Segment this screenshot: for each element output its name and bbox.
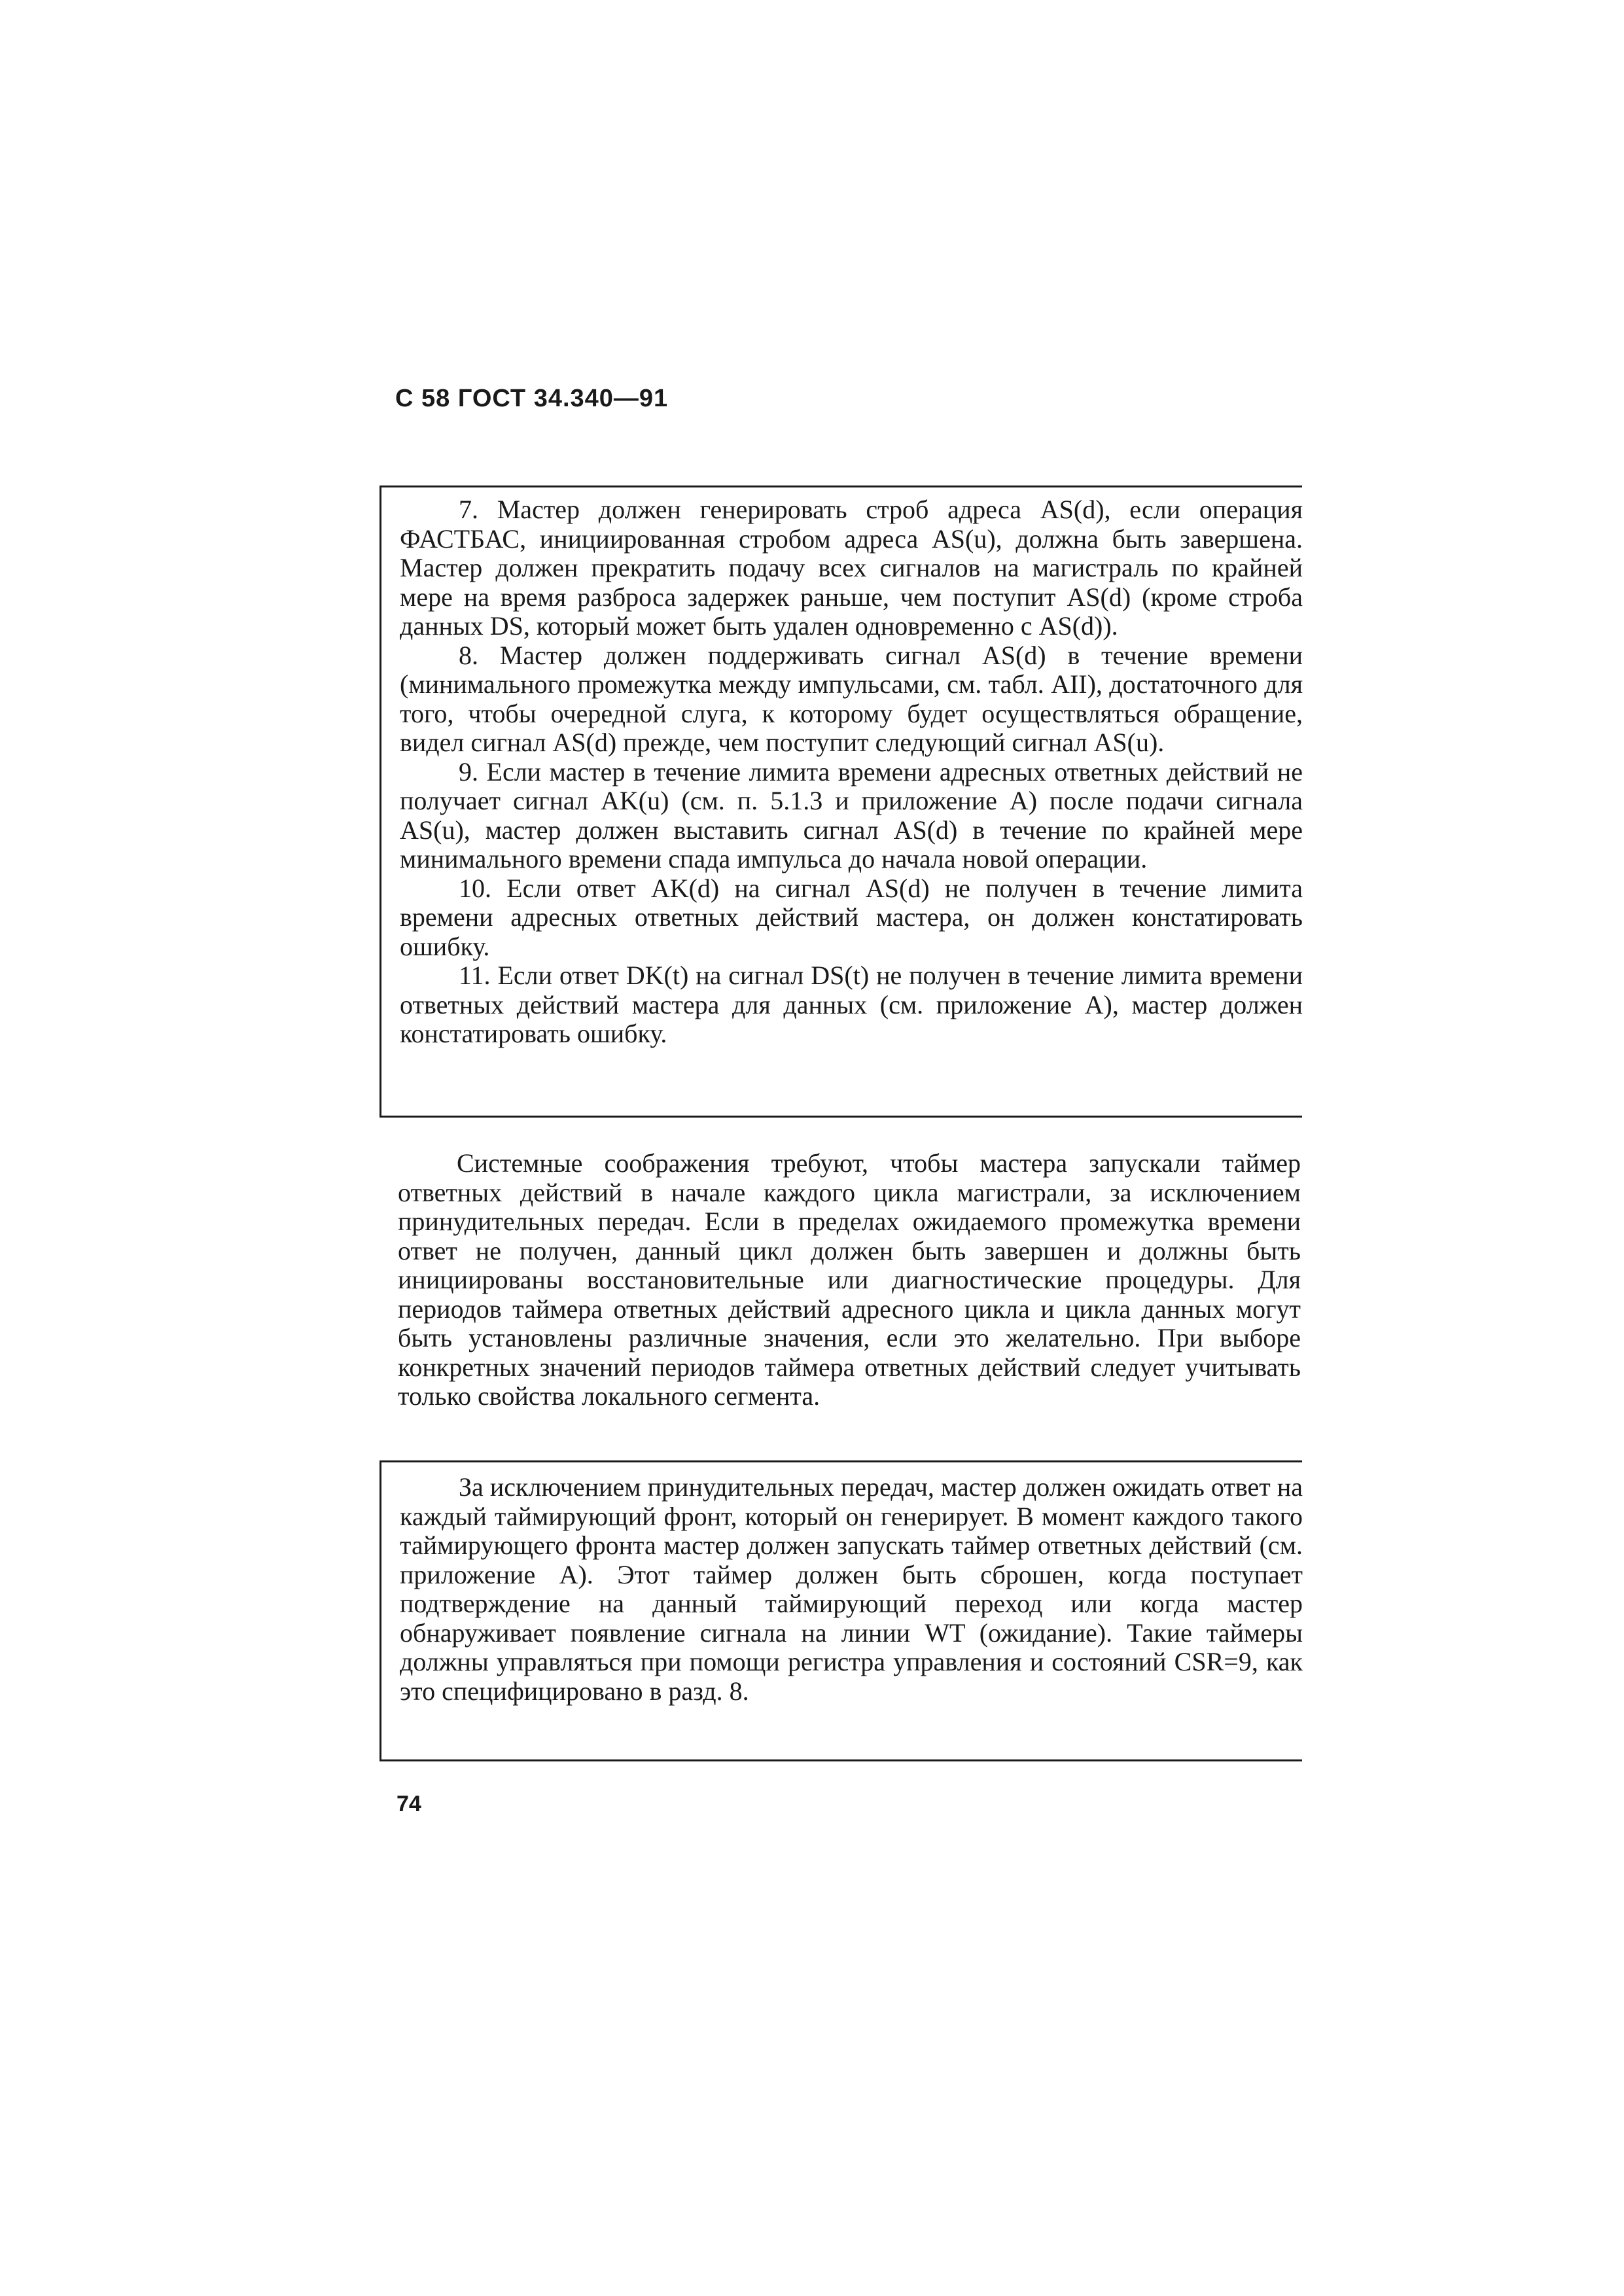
system-considerations-paragraph: Системные соображения требуют, чтобы мастера запускали таймер ответных действий в начале каждого цикла магистрали, за исключением принудительных передач. Если в пределах ожидаемого промежутка времени ответ не получен, данный цикл должен быть завершен и должны быть инициированы восстановительные или диагностические процедуры. Для периодов таймера ответных действий адресного цикла и цикла данных могут быть установлены различные значения, если это желательно. При выборе конкретных значений периодов таймера ответных действий следует учитывать только свойства локального сегмента.: [398, 1148, 1301, 1411]
requirement-9: 9. Если мастер в течение лимита времени адресных ответных действий не получает сигнал AK(u) (см. п. 5.1.3 и приложение А) после подачи сигнала AS(u), мастер должен выставить сигнал AS(d) в течение по крайней мере минимального времени спада импульса до начала новой операции.: [400, 756, 1303, 874]
explanatory-text: [398, 1149, 1302, 1411]
timer-requirement-paragraph: За исключением принудительных передач, мастер должен ожидать ответ на каждый таймирующий фронт, который он генерирует. В момент каждого такого таймирующего фронта мастер должен запускать таймер ответных действий (см. приложение А). Этот таймер должен быть сброшен, когда поступает подтверждение на данный таймирующий переход или когда мастер обнаруживает появление сигнала на линии WT (ожидание). Такие таймеры должны управляться при помощи регистра управления и состояний CSR=9, как это специфицировано в разд. 8.: [400, 1472, 1303, 1706]
requirement-7: 7. Мастер должен генерировать строб адреса AS(d), если операция ФАСТБАС, инициированная стробом адреса AS(u), должна быть завершена. Мастер должен прекратить подачу всех сигналов на магистраль по крайней мере на время разброса задержек раньше, чем поступит AS(d) (кроме строба данных DS, который может быть удален одновременно с AS(d)).: [400, 495, 1303, 641]
requirement-8: 8. Мастер должен поддерживать сигнал AS(d) в течение времени (минимального промежутка между импульсами, см. табл. AII), достаточного для того, чтобы очередной слуга, к которому будет осуществляться обращение, видел сигнал AS(d) прежде, чем поступит следующий сигнал AS(u).: [400, 640, 1303, 757]
requirements-box: [380, 486, 1302, 1118]
page-number: 74: [397, 1792, 421, 1816]
page-header: С 58 ГОСТ 34.340—91: [395, 385, 669, 412]
requirement-11: 11. Если ответ DK(t) на сигнал DS(t) не получен в течение лимита времени ответных действий мастера для данных (см. приложение А), мастер должен констатировать ошибку.: [400, 961, 1303, 1048]
requirement-10: 10. Если ответ AK(d) на сигнал AS(d) не получен в течение лимита времени адресных ответных действий мастера, он должен констатировать ошибку.: [400, 873, 1303, 961]
timer-requirement-box: [380, 1460, 1302, 1761]
